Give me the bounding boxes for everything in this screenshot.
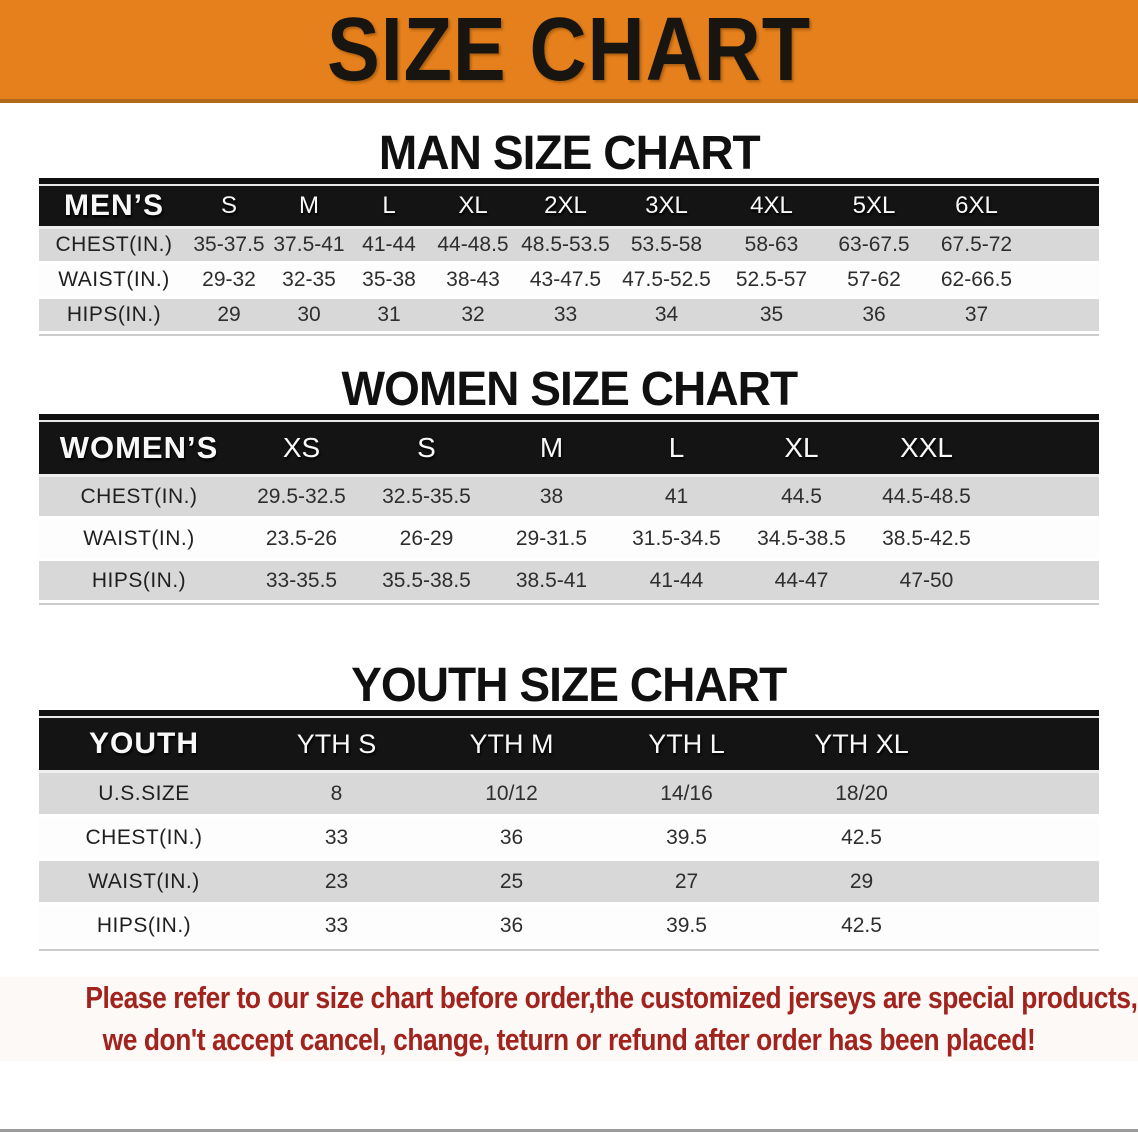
size-cell: 31 xyxy=(349,299,429,334)
size-cell: 36 xyxy=(424,905,599,949)
women-header-filler xyxy=(989,420,1099,477)
men-table-label: MEN’S xyxy=(39,184,189,229)
youth-ussize-row xyxy=(39,773,1099,817)
size-cell: 44.5-48.5 xyxy=(864,477,989,519)
size-cell: 29 xyxy=(189,299,269,334)
size-cell: 36 xyxy=(424,817,599,861)
row-label: WAIST(IN.) xyxy=(39,264,189,299)
size-cell: 27 xyxy=(599,861,774,905)
size-cell: 44-48.5 xyxy=(429,229,517,264)
women-heading-text: WOMEN SIZE CHART xyxy=(341,363,797,416)
size-cell: 47-50 xyxy=(864,561,989,603)
size-cell: 37 xyxy=(924,299,1029,334)
size-cell: 53.5-58 xyxy=(614,229,719,264)
size-cell: 14/16 xyxy=(599,773,774,817)
men-col-header: 5XL xyxy=(824,184,924,229)
women-chest-row xyxy=(39,477,1099,519)
women-size-table xyxy=(39,414,1099,605)
youth-col-header: YTH S xyxy=(249,716,424,773)
size-cell: 41-44 xyxy=(614,561,739,603)
row-label: WAIST(IN.) xyxy=(39,861,249,905)
youth-chest-row xyxy=(39,817,1099,861)
size-cell: 33 xyxy=(249,817,424,861)
men-hips-row xyxy=(39,299,1099,334)
women-table-label: WOMEN’S xyxy=(39,420,239,477)
size-cell: 32 xyxy=(429,299,517,334)
filler-cell xyxy=(1029,299,1099,334)
men-heading-text: MAN SIZE CHART xyxy=(378,127,760,180)
men-col-header: 3XL xyxy=(614,184,719,229)
youth-hips-row xyxy=(39,905,1099,949)
women-col-header: XS xyxy=(239,420,364,477)
size-cell: 62-66.5 xyxy=(924,264,1029,299)
row-label: CHEST(IN.) xyxy=(39,477,239,519)
size-cell: 39.5 xyxy=(599,905,774,949)
disclaimer-line-1: Please refer to our size chart before order,the customized jerseys are special products, xyxy=(85,980,1138,1015)
row-label: HIPS(IN.) xyxy=(39,561,239,603)
size-cell: 33 xyxy=(249,905,424,949)
youth-header-filler xyxy=(949,716,1099,773)
title-banner xyxy=(0,0,1138,103)
filler-cell xyxy=(949,905,1099,949)
size-cell: 33-35.5 xyxy=(239,561,364,603)
women-col-header: XL xyxy=(739,420,864,477)
size-cell: 37.5-41 xyxy=(269,229,349,264)
men-header-row xyxy=(39,184,1099,229)
size-cell: 44-47 xyxy=(739,561,864,603)
women-col-header: L xyxy=(614,420,739,477)
men-chest-row xyxy=(39,229,1099,264)
youth-col-header: YTH XL xyxy=(774,716,949,773)
size-cell: 35 xyxy=(719,299,824,334)
men-col-header: XL xyxy=(429,184,517,229)
size-cell: 32.5-35.5 xyxy=(364,477,489,519)
size-cell: 38 xyxy=(489,477,614,519)
size-cell: 30 xyxy=(269,299,349,334)
size-cell: 33 xyxy=(517,299,614,334)
women-col-header: M xyxy=(489,420,614,477)
filler-cell xyxy=(949,773,1099,817)
women-header-row xyxy=(39,420,1099,477)
row-label: WAIST(IN.) xyxy=(39,519,239,561)
filler-cell xyxy=(989,561,1099,603)
women-col-header: XXL xyxy=(864,420,989,477)
youth-header-row xyxy=(39,716,1099,773)
row-label: CHEST(IN.) xyxy=(39,229,189,264)
size-cell: 58-63 xyxy=(719,229,824,264)
size-cell: 41 xyxy=(614,477,739,519)
men-col-header: 2XL xyxy=(517,184,614,229)
size-cell: 38.5-42.5 xyxy=(864,519,989,561)
size-cell: 41-44 xyxy=(349,229,429,264)
size-cell: 48.5-53.5 xyxy=(517,229,614,264)
row-label: HIPS(IN.) xyxy=(39,905,249,949)
filler-cell xyxy=(989,519,1099,561)
women-col-header: S xyxy=(364,420,489,477)
size-cell: 52.5-57 xyxy=(719,264,824,299)
disclaimer xyxy=(0,977,1138,1061)
men-section-heading xyxy=(0,127,1138,180)
size-cell: 35-37.5 xyxy=(189,229,269,264)
men-col-header: 4XL xyxy=(719,184,824,229)
filler-cell xyxy=(1029,229,1099,264)
men-waist-row xyxy=(39,264,1099,299)
filler-cell xyxy=(949,817,1099,861)
size-cell: 29-32 xyxy=(189,264,269,299)
size-cell: 34.5-38.5 xyxy=(739,519,864,561)
youth-table-label: YOUTH xyxy=(39,716,249,773)
men-header-filler xyxy=(1029,184,1099,229)
filler-cell xyxy=(1029,264,1099,299)
men-col-header: M xyxy=(269,184,349,229)
youth-section-heading xyxy=(0,659,1138,712)
youth-waist-row xyxy=(39,861,1099,905)
size-cell: 10/12 xyxy=(424,773,599,817)
size-cell: 31.5-34.5 xyxy=(614,519,739,561)
row-label: U.S.SIZE xyxy=(39,773,249,817)
size-cell: 23.5-26 xyxy=(239,519,364,561)
filler-cell xyxy=(949,861,1099,905)
size-cell: 18/20 xyxy=(774,773,949,817)
size-cell: 29-31.5 xyxy=(489,519,614,561)
size-cell: 29 xyxy=(774,861,949,905)
size-cell: 44.5 xyxy=(739,477,864,519)
men-col-header: 6XL xyxy=(924,184,1029,229)
youth-heading-text: YOUTH SIZE CHART xyxy=(351,659,787,712)
row-label: HIPS(IN.) xyxy=(39,299,189,334)
filler-cell xyxy=(989,477,1099,519)
women-section-heading xyxy=(0,363,1138,416)
row-label: CHEST(IN.) xyxy=(39,817,249,861)
size-cell: 29.5-32.5 xyxy=(239,477,364,519)
size-cell: 26-29 xyxy=(364,519,489,561)
size-cell: 35.5-38.5 xyxy=(364,561,489,603)
size-cell: 47.5-52.5 xyxy=(614,264,719,299)
youth-col-header: YTH M xyxy=(424,716,599,773)
youth-col-header: YTH L xyxy=(599,716,774,773)
size-cell: 39.5 xyxy=(599,817,774,861)
page-title: SIZE CHART xyxy=(327,0,811,100)
men-size-table xyxy=(39,178,1099,336)
youth-size-table xyxy=(39,710,1099,951)
size-cell: 38.5-41 xyxy=(489,561,614,603)
size-cell: 67.5-72 xyxy=(924,229,1029,264)
women-waist-row xyxy=(39,519,1099,561)
size-cell: 38-43 xyxy=(429,264,517,299)
size-cell: 43-47.5 xyxy=(517,264,614,299)
size-cell: 23 xyxy=(249,861,424,905)
disclaimer-line-2: we don't accept cancel, change, teturn or refund after order has been placed! xyxy=(102,1022,1036,1057)
size-cell: 34 xyxy=(614,299,719,334)
women-hips-row xyxy=(39,561,1099,603)
size-cell: 42.5 xyxy=(774,905,949,949)
men-col-header: S xyxy=(189,184,269,229)
size-cell: 8 xyxy=(249,773,424,817)
size-cell: 42.5 xyxy=(774,817,949,861)
size-cell: 32-35 xyxy=(269,264,349,299)
men-col-header: L xyxy=(349,184,429,229)
size-cell: 63-67.5 xyxy=(824,229,924,264)
size-cell: 57-62 xyxy=(824,264,924,299)
size-cell: 36 xyxy=(824,299,924,334)
size-cell: 35-38 xyxy=(349,264,429,299)
size-cell: 25 xyxy=(424,861,599,905)
